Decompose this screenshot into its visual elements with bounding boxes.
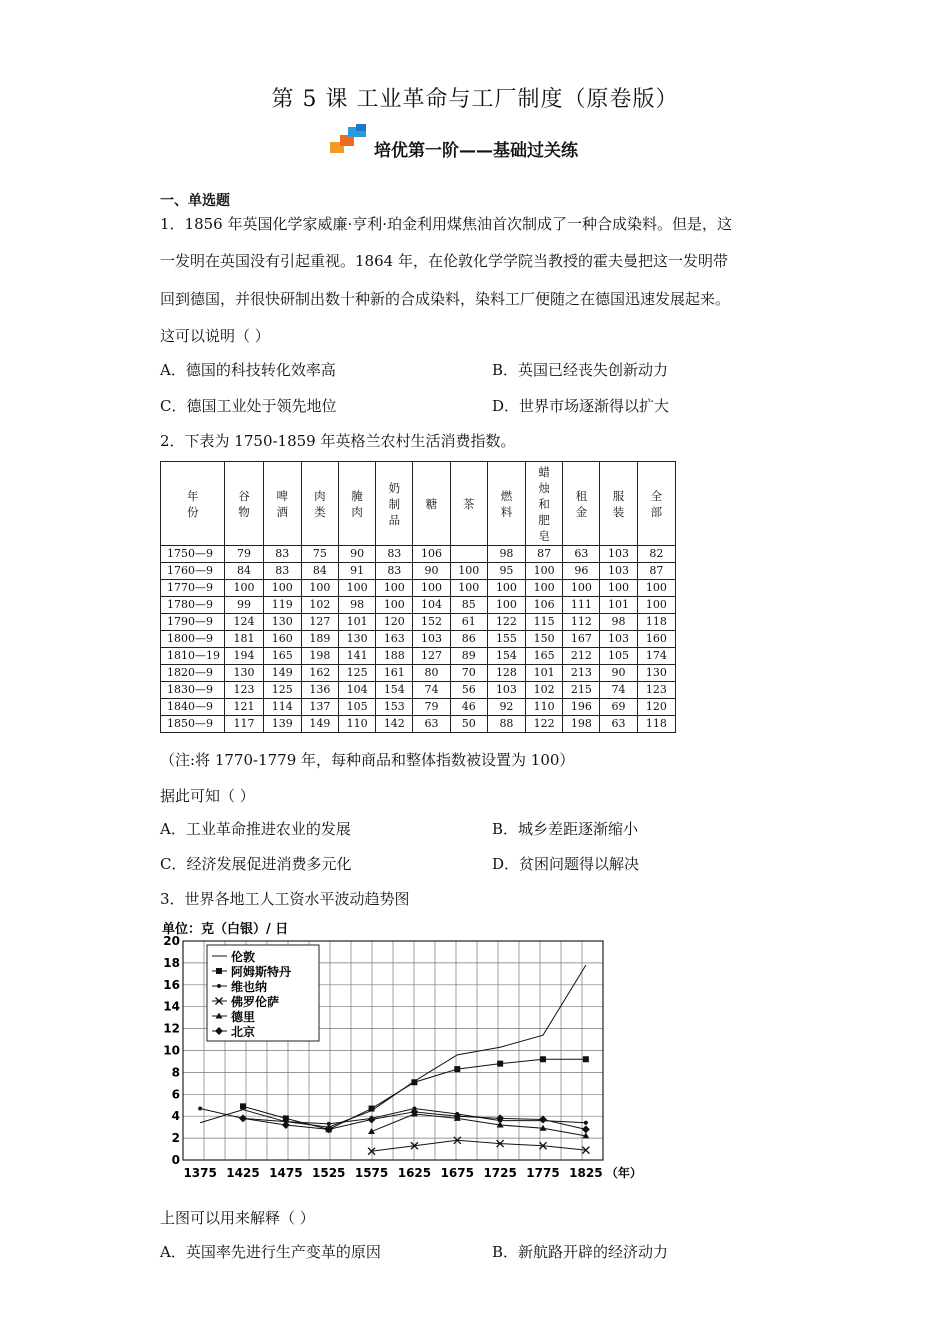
table-cell: 125 <box>263 682 301 699</box>
table-row <box>161 614 676 631</box>
table-cell: 69 <box>600 699 637 716</box>
table-cell: 98 <box>487 546 525 563</box>
table-cell: 100 <box>413 580 450 597</box>
table-cell: 124 <box>225 614 263 631</box>
table-cell: 128 <box>487 665 525 682</box>
table-cell: 79 <box>413 699 450 716</box>
series-point-2 <box>540 1056 546 1062</box>
q2-option-c[interactable]: C．经济发展促进消费多元化 <box>160 855 352 873</box>
table-cell: 100 <box>487 597 525 614</box>
table-cell: 90 <box>600 665 637 682</box>
series-point-3 <box>584 1121 588 1125</box>
row-year-cell: 1790—9 <box>161 614 225 631</box>
table-cell: 83 <box>263 563 301 580</box>
table-cell: 127 <box>413 648 450 665</box>
q2-note: （注:将 1770-1779 年，每种商品和整体指数被设置为 100） <box>160 751 575 769</box>
header-rent: 租金 <box>563 462 600 546</box>
q2-stem: 2．下表为 1750-1859 年英格兰农村生活消费指数。 <box>160 432 516 450</box>
table-cell: 100 <box>637 597 675 614</box>
table-row <box>161 563 676 580</box>
document-title: 第 5 课 工业革命与工厂制度（原卷版） <box>271 87 679 112</box>
table-cell: 110 <box>526 699 563 716</box>
q1-option-d[interactable]: D．世界市场逐渐得以扩大 <box>492 397 670 415</box>
table-row <box>161 597 676 614</box>
series-point-2 <box>497 1061 503 1067</box>
table-cell: 46 <box>450 699 487 716</box>
table-cell: 101 <box>526 665 563 682</box>
series-point-3 <box>198 1107 202 1111</box>
table-row <box>161 716 676 733</box>
table-row <box>161 648 676 665</box>
x-tick-label: 1625 <box>397 1166 432 1180</box>
row-year-cell: 1750—9 <box>161 546 225 563</box>
table-cell: 84 <box>301 563 338 580</box>
table-cell: 100 <box>563 580 600 597</box>
header-sugar: 糖 <box>413 462 450 546</box>
table-cell: 100 <box>450 580 487 597</box>
table-cell: 63 <box>600 716 637 733</box>
x-tick-label: 1825 <box>569 1166 603 1180</box>
table-cell: 118 <box>637 614 675 631</box>
series-line-4 <box>372 1140 586 1151</box>
table-cell: 155 <box>487 631 525 648</box>
table-row <box>161 699 676 716</box>
table-cell: 115 <box>526 614 563 631</box>
q3-option-b[interactable]: B．新航路开辟的经济动力 <box>492 1243 669 1261</box>
x-axis-label: （年） <box>605 1166 642 1180</box>
table-cell: 196 <box>563 699 600 716</box>
table-cell: 88 <box>487 716 525 733</box>
table-cell: 83 <box>376 546 413 563</box>
table-cell: 87 <box>637 563 675 580</box>
table-cell: 101 <box>339 614 376 631</box>
table-cell: 75 <box>301 546 338 563</box>
table-cell: 101 <box>600 597 637 614</box>
table-cell: 100 <box>376 597 413 614</box>
table-cell: 86 <box>450 631 487 648</box>
table-cell <box>450 546 487 563</box>
table-row <box>161 665 676 682</box>
header-tea: 茶 <box>450 462 487 546</box>
table-cell: 96 <box>563 563 600 580</box>
table-cell: 152 <box>413 614 450 631</box>
table-cell: 130 <box>339 631 376 648</box>
header-dairy: 奶制品 <box>376 462 413 546</box>
table-cell: 100 <box>225 580 263 597</box>
table-cell: 118 <box>637 716 675 733</box>
table-cell: 174 <box>637 648 675 665</box>
table-cell: 141 <box>339 648 376 665</box>
table-cell: 137 <box>301 699 338 716</box>
header-clothing: 服装 <box>600 462 637 546</box>
chart-title: 单位：克（白银）/ 日 <box>162 922 289 937</box>
row-year-cell: 1810—19 <box>161 648 225 665</box>
y-tick-label: 10 <box>163 1043 180 1058</box>
table-cell: 74 <box>600 682 637 699</box>
row-year-cell: 1800—9 <box>161 631 225 648</box>
table-cell: 102 <box>526 682 563 699</box>
table-cell: 114 <box>263 699 301 716</box>
q1-line-2: 一发明在英国没有引起重视。1864 年，在伦敦化学学院当教授的霍夫曼把这一发明带 <box>160 252 728 270</box>
table-cell: 100 <box>263 580 301 597</box>
table-cell: 127 <box>301 614 338 631</box>
table-cell: 92 <box>487 699 525 716</box>
table-cell: 70 <box>450 665 487 682</box>
header-fuel: 燃料 <box>487 462 525 546</box>
table-cell: 61 <box>450 614 487 631</box>
y-tick-label: 6 <box>171 1087 180 1102</box>
y-tick-label: 8 <box>171 1065 180 1080</box>
y-tick-label: 0 <box>171 1153 180 1167</box>
header-bacon: 腌肉 <box>339 462 376 546</box>
x-tick-label: 1575 <box>354 1166 389 1180</box>
q3-stem: 3．世界各地工人工资水平波动趋势图 <box>160 890 410 908</box>
q2-option-a[interactable]: A．工业革命推进农业的发展 <box>160 820 351 838</box>
table-cell: 103 <box>487 682 525 699</box>
x-tick-label: 1675 <box>440 1166 474 1180</box>
table-cell: 161 <box>376 665 413 682</box>
table-cell: 123 <box>225 682 263 699</box>
row-year-cell: 1760—9 <box>161 563 225 580</box>
table-cell: 63 <box>413 716 450 733</box>
table-cell: 79 <box>225 546 263 563</box>
table-cell: 82 <box>637 546 675 563</box>
table-cell: 63 <box>563 546 600 563</box>
table-cell: 98 <box>339 597 376 614</box>
table-cell: 106 <box>526 597 563 614</box>
q1-option-c[interactable]: C．德国工业处于领先地位 <box>160 397 337 415</box>
table-cell: 165 <box>263 648 301 665</box>
table-cell: 90 <box>339 546 376 563</box>
y-tick-label: 4 <box>171 1109 180 1124</box>
table-cell: 198 <box>301 648 338 665</box>
y-tick-label: 2 <box>171 1131 180 1146</box>
y-tick-label: 18 <box>163 955 180 970</box>
table-cell: 167 <box>563 631 600 648</box>
legend-marker <box>217 984 221 988</box>
table-cell: 125 <box>339 665 376 682</box>
section-heading: 一、单选题 <box>160 193 230 209</box>
x-tick-label: 1375 <box>183 1166 217 1180</box>
table-row <box>161 682 676 699</box>
series-point-2 <box>583 1056 589 1062</box>
legend-entry: 维也纳 <box>231 980 268 994</box>
table-cell: 123 <box>637 682 675 699</box>
table-cell: 149 <box>263 665 301 682</box>
x-tick-label: 1475 <box>269 1166 303 1180</box>
table-cell: 100 <box>637 580 675 597</box>
legend-entry: 德里 <box>231 1010 256 1024</box>
table-cell: 104 <box>339 682 376 699</box>
consumption-index-table <box>160 461 676 733</box>
table-cell: 111 <box>563 597 600 614</box>
legend-entry: 伦敦 <box>231 950 256 964</box>
header-total: 全部 <box>637 462 675 546</box>
q1-option-b[interactable]: B．英国已经丧失创新动力 <box>492 361 669 379</box>
table-cell: 100 <box>339 580 376 597</box>
y-tick-label: 16 <box>163 977 180 992</box>
y-tick-label: 14 <box>163 999 180 1014</box>
table-cell: 95 <box>487 563 525 580</box>
table-cell: 213 <box>563 665 600 682</box>
table-cell: 100 <box>600 580 637 597</box>
table-cell: 103 <box>600 563 637 580</box>
table-cell: 160 <box>637 631 675 648</box>
table-cell: 103 <box>413 631 450 648</box>
table-cell: 163 <box>376 631 413 648</box>
table-cell: 121 <box>225 699 263 716</box>
y-tick-label: 20 <box>163 934 180 948</box>
table-cell: 100 <box>487 580 525 597</box>
table-cell: 142 <box>376 716 413 733</box>
table-cell: 149 <box>301 716 338 733</box>
table-cell: 150 <box>526 631 563 648</box>
table-cell: 105 <box>339 699 376 716</box>
table-cell: 74 <box>413 682 450 699</box>
table-cell: 136 <box>301 682 338 699</box>
table-cell: 102 <box>301 597 338 614</box>
table-cell: 80 <box>413 665 450 682</box>
table-cell: 154 <box>376 682 413 699</box>
series-point-2 <box>454 1066 460 1072</box>
table-cell: 84 <box>225 563 263 580</box>
table-cell: 103 <box>600 546 637 563</box>
table-cell: 212 <box>563 648 600 665</box>
header-meat: 肉类 <box>301 462 338 546</box>
y-tick-label: 12 <box>163 1021 180 1036</box>
table-cell: 130 <box>225 665 263 682</box>
wage-trend-chart <box>150 915 650 1190</box>
table-cell: 165 <box>526 648 563 665</box>
table-cell: 189 <box>301 631 338 648</box>
table-cell: 139 <box>263 716 301 733</box>
header-year: 年份 <box>161 462 225 546</box>
q3-prompt: 上图可以用来解释（ ） <box>160 1209 315 1227</box>
table-cell: 120 <box>376 614 413 631</box>
legend-entry: 佛罗伦萨 <box>231 995 280 1009</box>
q1-option-a[interactable]: A．德国的科技转化效率高 <box>160 361 336 379</box>
table-cell: 181 <box>225 631 263 648</box>
x-tick-label: 1425 <box>226 1166 260 1180</box>
table-cell: 194 <box>225 648 263 665</box>
subtitle: 培优第一阶——基础过关练 <box>374 141 578 161</box>
table-cell: 56 <box>450 682 487 699</box>
table-cell: 103 <box>600 631 637 648</box>
q2-option-b[interactable]: B．城乡差距逐渐缩小 <box>492 820 639 838</box>
table-header-row <box>161 462 676 546</box>
q3-option-a[interactable]: A．英国率先进行生产变革的原因 <box>160 1243 381 1261</box>
subtitle-banner <box>330 124 578 164</box>
table-row <box>161 580 676 597</box>
q2-option-d[interactable]: D．贫困问题得以解决 <box>492 855 640 873</box>
table-cell: 99 <box>225 597 263 614</box>
table-cell: 160 <box>263 631 301 648</box>
table-cell: 122 <box>487 614 525 631</box>
stairs-logo-icon <box>330 124 374 164</box>
table-cell: 100 <box>526 563 563 580</box>
table-cell: 105 <box>600 648 637 665</box>
table-cell: 83 <box>263 546 301 563</box>
table-cell: 100 <box>526 580 563 597</box>
table-cell: 162 <box>301 665 338 682</box>
x-tick-label: 1525 <box>312 1166 346 1180</box>
table-cell: 100 <box>450 563 487 580</box>
table-cell: 188 <box>376 648 413 665</box>
series-point-6 <box>368 1115 376 1123</box>
table-cell: 130 <box>637 665 675 682</box>
table-cell: 153 <box>376 699 413 716</box>
row-year-cell: 1840—9 <box>161 699 225 716</box>
table-cell: 110 <box>339 716 376 733</box>
table-cell: 106 <box>413 546 450 563</box>
table-cell: 198 <box>563 716 600 733</box>
header-beer: 啤酒 <box>263 462 301 546</box>
table-row <box>161 631 676 648</box>
series-point-3 <box>327 1122 331 1126</box>
header-candles-soap: 蜡烛和肥皂 <box>526 462 563 546</box>
table-cell: 100 <box>376 580 413 597</box>
legend-entry: 北京 <box>231 1025 256 1039</box>
row-year-cell: 1850—9 <box>161 716 225 733</box>
legend-entry: 阿姆斯特丹 <box>231 965 292 979</box>
table-cell: 83 <box>376 563 413 580</box>
table-cell: 85 <box>450 597 487 614</box>
table-row <box>161 546 676 563</box>
series-point-6 <box>496 1114 504 1122</box>
table-cell: 154 <box>487 648 525 665</box>
table-cell: 215 <box>563 682 600 699</box>
series-point-2 <box>240 1103 246 1109</box>
table-cell: 120 <box>637 699 675 716</box>
table-cell: 130 <box>263 614 301 631</box>
legend-marker <box>216 968 222 974</box>
table-cell: 50 <box>450 716 487 733</box>
table-cell: 98 <box>600 614 637 631</box>
x-tick-label: 1725 <box>483 1166 517 1180</box>
q1-line-1: 1．1856 年英国化学家威廉·亨利·珀金利用煤焦油首次制成了一种合成染料。但是，这 <box>160 215 733 233</box>
q2-prompt: 据此可知（ ） <box>160 787 255 805</box>
row-year-cell: 1780—9 <box>161 597 225 614</box>
q1-line-4: 这可以说明（ ） <box>160 327 270 345</box>
table-cell: 100 <box>301 580 338 597</box>
table-cell: 119 <box>263 597 301 614</box>
table-cell: 122 <box>526 716 563 733</box>
row-year-cell: 1820—9 <box>161 665 225 682</box>
table-cell: 112 <box>563 614 600 631</box>
table-cell: 91 <box>339 563 376 580</box>
table-cell: 117 <box>225 716 263 733</box>
series-point-6 <box>582 1125 590 1133</box>
q1-line-3: 回到德国，并很快研制出数十种新的合成染料，染料工厂便随之在德国迅速发展起来。 <box>160 290 731 308</box>
row-year-cell: 1830—9 <box>161 682 225 699</box>
x-tick-label: 1775 <box>526 1166 560 1180</box>
row-year-cell: 1770—9 <box>161 580 225 597</box>
series-point-2 <box>411 1079 417 1085</box>
header-grain: 谷物 <box>225 462 263 546</box>
table-cell: 104 <box>413 597 450 614</box>
series-point-2 <box>369 1106 375 1112</box>
table-cell: 90 <box>413 563 450 580</box>
table-cell: 87 <box>526 546 563 563</box>
table-cell: 89 <box>450 648 487 665</box>
